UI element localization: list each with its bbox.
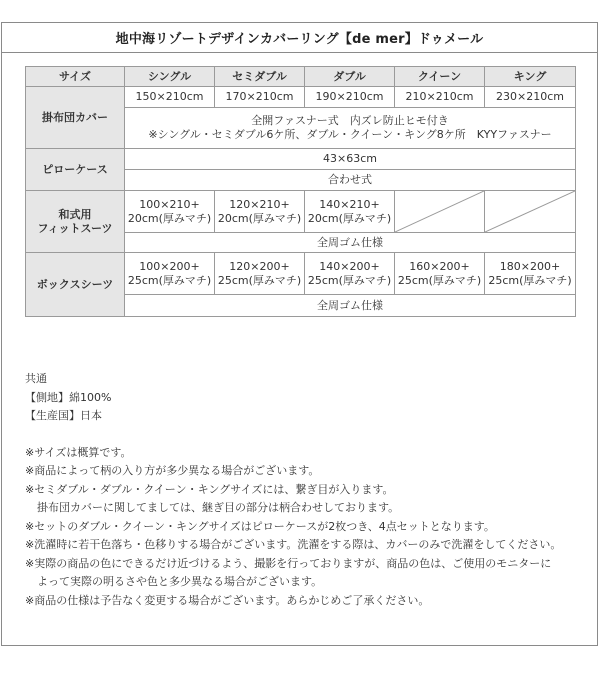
cell-line1: 120×200+ bbox=[229, 259, 290, 273]
note-item: ※商品によって柄の入り方が多少異なる場合がございます。 bbox=[25, 464, 320, 477]
cell-line1: 100×210+ bbox=[139, 197, 200, 211]
row-label-line2: フィットスーツ bbox=[37, 221, 113, 235]
cell-line1: 180×200+ bbox=[499, 259, 561, 273]
row-label-box-sheets: ボックスシーツ bbox=[26, 253, 125, 317]
header-size-single: シングル bbox=[125, 67, 215, 87]
table-cell: 150×210cm bbox=[125, 87, 215, 108]
cell-line1: 120×210+ bbox=[229, 197, 290, 211]
table-cell bbox=[215, 253, 305, 295]
cell-line2: 25cm(厚みマチ) bbox=[397, 273, 482, 287]
pillow-case-note-cell: 合わせ式 bbox=[125, 170, 576, 191]
not-available-cell bbox=[395, 191, 485, 233]
note-item: ※商品の仕様は予告なく変更する場合がございます。あらかじめご了承ください。 bbox=[25, 593, 430, 607]
cell-line2: 25cm(厚みマチ) bbox=[488, 273, 572, 287]
cell-line2: 25cm(厚みマチ) bbox=[217, 273, 302, 287]
cell-line1: 140×200+ bbox=[319, 259, 380, 273]
row-label-line1: 和式用 bbox=[58, 207, 92, 221]
japanese-fitted-note-cell: 全周ゴム仕様 bbox=[125, 233, 576, 253]
table-cell bbox=[125, 253, 215, 295]
note-item: ※セットのダブル・クイーン・キングサイズはピローケースが2枚つき、4点セットとなります。 bbox=[25, 519, 495, 533]
header-size-king: キング bbox=[485, 67, 576, 87]
comforter-note-line1: 全開ファスナー式 内ズレ防止ヒモ付き bbox=[251, 114, 449, 127]
header-size-queen: クイーン bbox=[395, 67, 485, 87]
cell-line2: 20cm(厚みマチ) bbox=[217, 211, 302, 225]
table-cell bbox=[215, 191, 305, 233]
common-heading: 共通 bbox=[25, 372, 47, 385]
spacer bbox=[25, 426, 585, 444]
table-cell bbox=[125, 191, 215, 233]
header-size-double: ダブル bbox=[305, 67, 395, 87]
note-item: よって実際の明るさや色と多少異なる場合がございます。 bbox=[37, 575, 323, 588]
comforter-note-line2: ※シングル・セミダブル6ケ所、ダブル・クイーン・キング8ケ所 KYYファスナー bbox=[148, 128, 552, 141]
note-item: ※セミダブル・ダブル・クイーン・キングサイズには、繋ぎ目が入ります。 bbox=[25, 482, 394, 496]
not-available-cell bbox=[485, 191, 576, 233]
note-item: 掛布団カバーに関してましては、継ぎ目の部分は柄合わせしております。 bbox=[37, 501, 400, 514]
origin-info: 【生産国】日本 bbox=[25, 409, 102, 422]
note-item: ※実際の商品の色にできるだけ近づけるよう、撮影を行っておりますが、商品の色は、ご使用のモニターに bbox=[25, 556, 552, 570]
cell-line2: 20cm(厚みマチ) bbox=[307, 211, 392, 225]
row-label-pillow-case: ピローケース bbox=[26, 149, 125, 191]
row-label-japanese-fitted bbox=[26, 191, 125, 253]
table-cell: 170×210cm bbox=[215, 87, 305, 108]
size-spec-table bbox=[25, 66, 576, 317]
fabric-info: 【側地】綿100% bbox=[25, 390, 112, 404]
page-title: 地中海リゾートデザインカバーリング【de mer】ドゥメール bbox=[2, 23, 597, 53]
row-label-comforter-cover: 掛布団カバー bbox=[26, 87, 125, 149]
table-row bbox=[26, 87, 576, 108]
product-notes bbox=[25, 370, 585, 610]
comforter-cover-note-cell bbox=[125, 108, 576, 149]
header-corner-cell: サイズ bbox=[26, 67, 125, 87]
pillow-case-dimension-cell: 43×63cm bbox=[125, 149, 576, 170]
box-sheets-note-cell: 全周ゴム仕様 bbox=[125, 295, 576, 317]
table-row bbox=[26, 191, 576, 233]
table-row bbox=[26, 149, 576, 170]
header-size-semi-double: セミダブル bbox=[215, 67, 305, 87]
table-cell bbox=[305, 253, 395, 295]
cell-line2: 25cm(厚みマチ) bbox=[307, 273, 392, 287]
diagonal-slash-icon bbox=[485, 191, 575, 232]
table-cell: 210×210cm bbox=[395, 87, 485, 108]
cell-line1: 160×200+ bbox=[409, 259, 470, 273]
table-cell: 230×210cm bbox=[485, 87, 576, 108]
table-cell: 190×210cm bbox=[305, 87, 395, 108]
table-cell bbox=[305, 191, 395, 233]
note-item: ※洗濯時に若干色落ち・色移りする場合がございます。洗濯をする際は、カバーのみで洗濯をしてください。 bbox=[25, 538, 562, 551]
diagonal-slash-icon bbox=[395, 191, 484, 232]
cell-line1: 100×200+ bbox=[139, 259, 200, 273]
table-cell bbox=[485, 253, 576, 295]
cell-line2: 20cm(厚みマチ) bbox=[127, 211, 212, 225]
table-header-row bbox=[26, 67, 576, 87]
table-row bbox=[26, 253, 576, 295]
table-cell bbox=[395, 253, 485, 295]
note-item: ※サイズは概算です。 bbox=[25, 445, 132, 459]
cell-line2: 25cm(厚みマチ) bbox=[127, 273, 212, 287]
cell-line1: 140×210+ bbox=[319, 197, 380, 211]
